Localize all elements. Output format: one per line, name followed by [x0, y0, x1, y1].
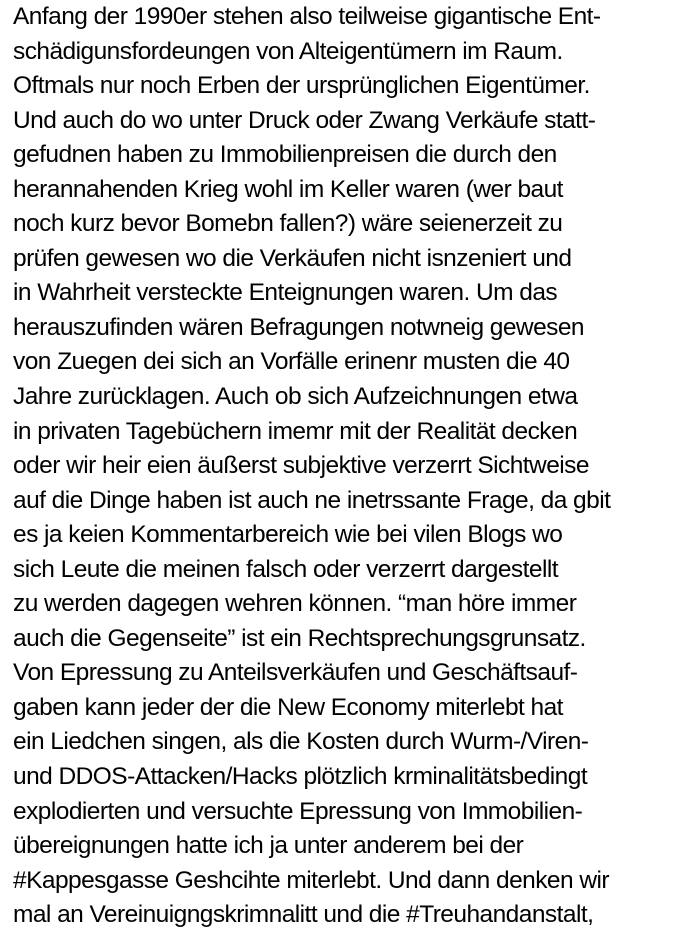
text-line: prüfen gewesen wo die Verkäufen nicht isnzeniert und	[13, 244, 572, 272]
text-line: in Wahrheit versteckte Enteignungen waren. Um das	[13, 279, 558, 307]
text-line: herannahenden Krieg wohl im Keller waren (wer baut	[13, 175, 563, 203]
text-line: gaben kann jeder der die New Economy miterlebt hat	[13, 693, 563, 721]
text-line: Jahre zurücklagen. Auch ob sich Aufzeichnungen etwa	[13, 383, 578, 411]
text-line: schädigunsfordeungen von Alteigentümern im Raum.	[13, 37, 563, 65]
text-line: herauszufinden wären Befragungen notwneig gewesen	[13, 313, 585, 341]
text-line: Anfang der 1990er stehen also teilweise gigantische Ent-	[13, 3, 601, 30]
text-line: auf die Dinge haben ist auch ne inetrssante Frage, da gbit	[13, 486, 611, 514]
text-line: noch kurz bevor Bomebn fallen?) wäre seienerzeit zu	[13, 210, 563, 238]
text-line: von Zuegen dei sich an Vorfälle erinenr musten die 40	[13, 348, 570, 376]
text-line: zu werden dagegen wehren können. “man höre immer	[13, 590, 577, 618]
text-line: übereignungen hatte ich ja unter anderem bei der	[13, 832, 524, 860]
text-line: Von Epressung zu Anteilsverkäufen und Geschäftsauf-	[13, 659, 578, 687]
text-line: oder wir heir eien äußerst subjektive verzerrt Sichtweise	[13, 452, 589, 480]
text-line: Oftmals nur noch Erben der ursprünglichen Eigentümer.	[13, 72, 590, 100]
text-line: explodierten und versuchte Epressung von Immobilien-	[13, 797, 583, 825]
text-line: sich Leute die meinen falsch oder verzerrt dargestellt	[13, 555, 558, 583]
text-line: auch die Gegenseite” ist ein Rechtsprechungsgrunsatz.	[13, 624, 586, 652]
document-page	[13, 0, 681, 933]
text-line: mal an Vereinuigngskrimnalitt und die #Treuhandanstalt,	[13, 901, 594, 929]
text-line: ein Liedchen singen, als die Kosten durch Wurm-/Viren-	[13, 728, 589, 756]
text-line: #Kappesgasse Geshcihte miterlebt. Und dann denken wir	[13, 866, 609, 894]
text-line: es ja keien Kommentarbereich wie bei vilen Blogs wo	[13, 521, 563, 549]
text-line: und DDOS-Attacken/Hacks plötzlich krminalitätsbedingt	[13, 763, 588, 791]
text-line: Und auch do wo unter Druck oder Zwang Verkäufe statt-	[13, 106, 596, 134]
document-body	[13, 0, 681, 933]
text-line: gefudnen haben zu Immobilienpreisen die durch den	[13, 141, 557, 169]
text-line: in privaten Tagebüchern imemr mit der Realität decken	[13, 417, 578, 445]
